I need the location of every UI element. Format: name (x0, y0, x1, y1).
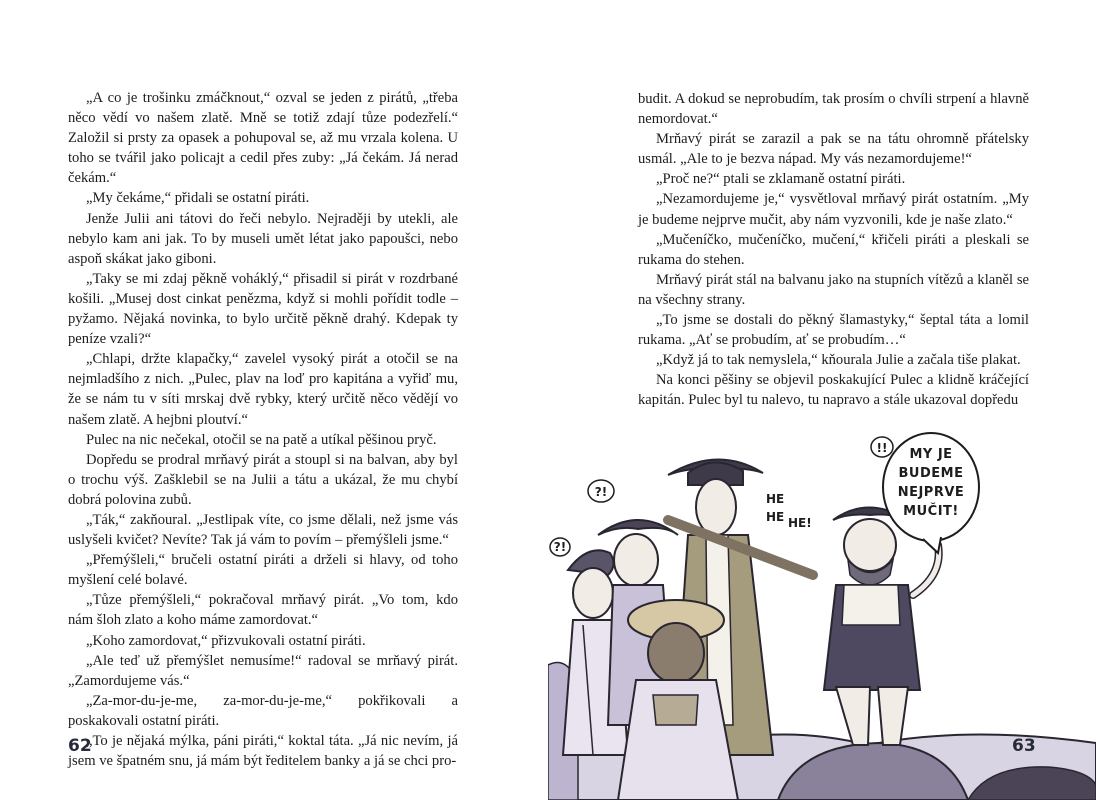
paragraph: Na konci pěšiny se objevil poskakující Pulec a klidně kráčející kapitán. Pulec byl tu nalevo, tu napravo a stále ukazoval dopředu (638, 372, 1029, 409)
paragraph: „My čekáme,“ přidali se ostatní piráti. (86, 190, 310, 207)
paragraph: Jenže Julii ani tátovi do řeči nebylo. Nejraději by utekli, ale nebylo kam ani jak. To by museli umět létat jako papoušci, nebo aspoň skákat jako giboni. (68, 210, 458, 267)
paragraph: Dopředu se prodral mrňavý pirát a stoupl si na balvan, aby byl o trochu výš. Zašklebil se na Julii a tátu a ukázal, že mu chybí dobrá polovina zubů. (68, 451, 458, 508)
paragraph: Mrňavý pirát se zarazil a pak se na tátu ohromně přátelsky usmál. „Ale to je bezva nápad. My vás nezamordujeme!“ (638, 131, 1029, 168)
speech-bubble-line: NEJPRVE (897, 485, 965, 500)
paragraph: „A co je trošinku zmáčknout,“ ozval se jeden z pirátů, „třeba něco vědí vo našem zlatě. Mně se totiž zdají tůze podezřelí.“ Založil si prsty za opasek a pohupoval se, až mu vrzala kolena. U toho se tvářil jako policajt a cedil přes zuby: „Já čekám. Já nerad čekám.“ (68, 90, 458, 187)
page-number-left: 62 (68, 736, 92, 756)
paragraph: „Nezamordujeme je,“ vysvětloval mrňavý pirát ostatním. „My je budeme nejprve mučit, aby nám vyzvonili, kde je naše zlato.“ (638, 191, 1029, 228)
laugh-text: HE! (788, 516, 812, 530)
bubble-text: ?! (553, 540, 567, 554)
paragraph: „Ale teď už přemýšlet nemusíme!“ radoval se mrňavý pirát. „Zamordujeme vás.“ (68, 652, 458, 689)
small-bubble-left (588, 480, 614, 502)
paragraph: „Mučeníčko, mučeníčko, mučení,“ křičeli piráti a pleskali se rukama do stehen. (638, 231, 1029, 268)
speech-bubble-line: MUČIT! (903, 504, 959, 519)
paragraph: „Chlapi, držte klapačky,“ zavelel vysoký pirát a otočil se na nejmladšího z nich. „Pulec, plav na loď pro kapitána a vyřiď mu, že se nám tu v síti mrskaj dvě rybky, který určitě něco vědějí vo našem zlatě. A hejbni ploutví.“ (68, 351, 458, 428)
paragraph: „To je nějaká mýlka, páni piráti,“ koktal táta. „Já nic nevím, já jsem ve špatném snu, já mám být ředitelem banky a já se chci pro- (68, 733, 458, 770)
left-page-text (68, 88, 458, 771)
small-bubble-mid (871, 437, 893, 457)
paragraph: Pulec na nic nečekal, otočil se na patě a utíkal pěšinou pryč. (86, 431, 437, 448)
right-page (548, 0, 1096, 800)
right-page-text (638, 89, 1029, 411)
paragraph: „Přemýšleli,“ bručeli ostatní piráti a drželi si hlavy, od toho myšlení celé bolavé. (68, 552, 458, 589)
paragraph: Mrňavý pirát stál na balvanu jako na stupních vítězů a klaněl se na všechny strany. (638, 271, 1029, 308)
paragraph: „To jsme se dostali do pěkný šlamastyky,“ šeptal táta a lomil rukama. „Ať se probudím, ať se probudím…“ (638, 312, 1029, 349)
paragraph: „Koho zamordovat,“ přizvukovali ostatní piráti. (86, 632, 366, 649)
speech-bubble-line: BUDEME (898, 466, 964, 481)
paragraph: „Ták,“ zakňoural. „Jestlipak víte, co jsme dělali, než jsme vás uslyšeli kvičet? Nevíte? Tak já vám to povím – přemýšleli jsme.“ (68, 511, 458, 549)
bubble-text: !! (876, 441, 888, 455)
paragraph: „Tůze přemýšleli,“ pokračoval mrňavý pirát. „Vo tom, kdo nám šloh zlato a koho máme zamordovat.“ (68, 592, 458, 629)
paragraph-continued: budit. A dokud se neprobudím, tak prosím o chvíli strpení a hlavně nemordovat.“ (638, 91, 1029, 128)
bubble-text: ?! (594, 485, 608, 499)
laugh-text: HE (766, 510, 785, 524)
laugh-text: HE (766, 492, 785, 506)
page-number-right: 63 (1012, 736, 1036, 756)
small-bubble-far-left (550, 538, 570, 556)
paragraph: „Za-mor-du-je-me, za-mor-du-je-me,“ pokřikovali a poskakovali ostatní piráti. (68, 692, 458, 729)
pirate-small-on-rock (824, 508, 939, 746)
paragraph: „Proč ne?“ ptali se zklamaně ostatní piráti. (656, 171, 906, 188)
paragraph: „Taky se mi zdaj pěkně voháklý,“ přisadil si pirát v rozdrbané košili. „Musej dost cinkat penězma, když si mohli pořídit todle – pyžamo. Nějaká novinka, to bylo určitě pěkně drahý. Kdepak ty peníze vzali?“ (68, 270, 458, 348)
speech-bubble-line: MY JE (909, 447, 953, 462)
speech-bubble (883, 433, 979, 553)
paragraph: „Když já to tak nemyslela,“ kňourala Julie a začala tiše plakat. (656, 352, 1021, 369)
